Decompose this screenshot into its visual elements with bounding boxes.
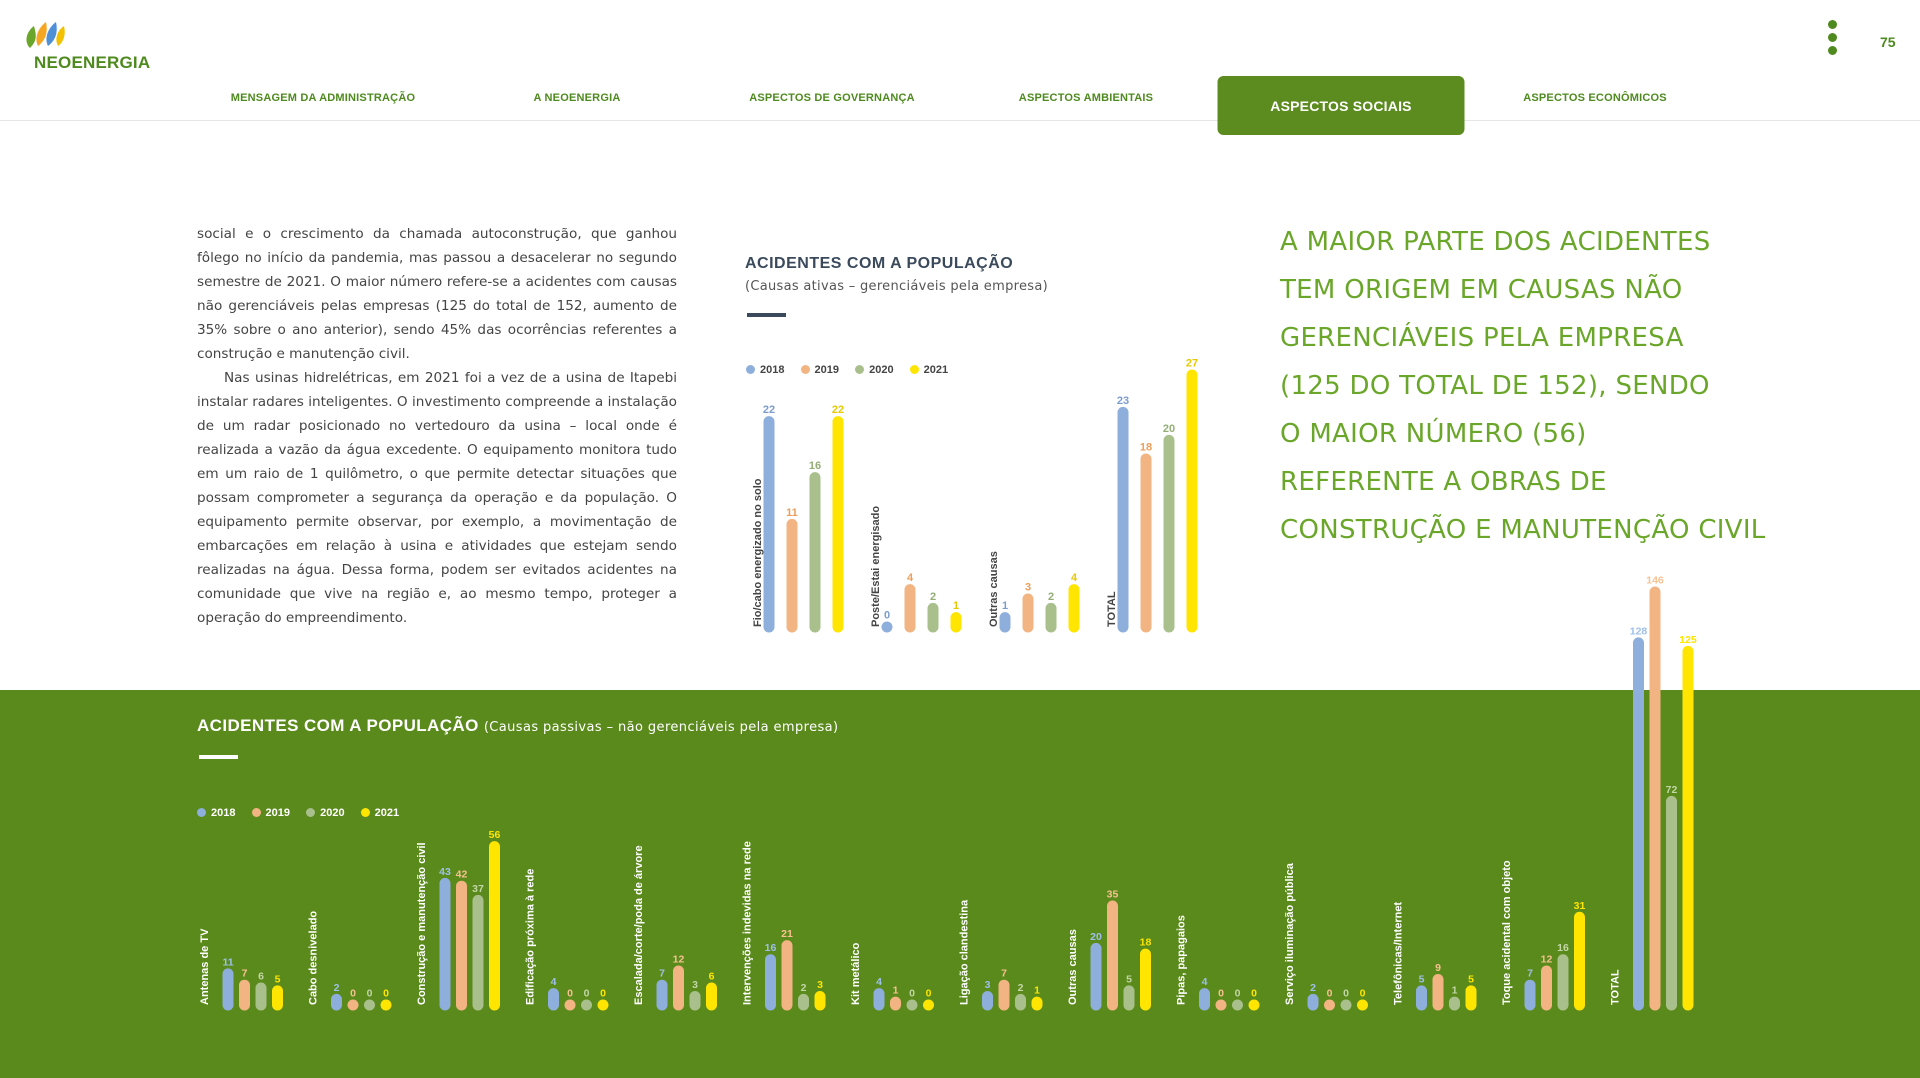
data-label: 2 (333, 981, 340, 994)
data-label: 2 (800, 981, 807, 994)
quote-line: TEM ORIGEM EM CAUSAS NÃO (1280, 275, 1683, 305)
data-label: 16 (1557, 942, 1569, 955)
data-label: 6 (258, 970, 264, 983)
data-label: 2 (1310, 981, 1316, 994)
legend-2018 (197, 807, 235, 819)
passive-causes-section (0, 690, 1920, 1078)
data-label: 128 (1629, 625, 1648, 638)
legend-dot-icon (746, 365, 755, 374)
legend-2019 (252, 807, 290, 819)
data-label: 1 (892, 984, 899, 997)
passive-chart-title (197, 716, 839, 736)
data-label: 2 (929, 590, 937, 603)
data-label: 11 (786, 506, 798, 519)
nav-aspectos-governanca[interactable]: ASPECTOS DE GOVERNANÇA (749, 92, 915, 104)
data-label: 20 (1162, 422, 1176, 435)
data-label: 2 (1017, 981, 1024, 994)
data-label: 0 (1326, 987, 1333, 1000)
data-label: 0 (925, 987, 932, 1000)
data-label: 0 (1343, 987, 1349, 1000)
data-label: 21 (781, 928, 793, 941)
quote-line: REFERENTE A OBRAS DE (1280, 467, 1607, 497)
data-label: 0 (567, 987, 573, 1000)
category-label: Cabo desnivelado (307, 910, 320, 1005)
data-label: 0 (366, 987, 373, 1000)
data-label: 3 (1024, 581, 1032, 594)
category-label: TOTAL (1106, 591, 1118, 627)
active-chart-title: ACIDENTES COM A POPULAÇÃO (745, 255, 1014, 272)
data-label: 72 (1665, 783, 1678, 796)
data-label: 12 (672, 953, 685, 966)
category-label: Ligação clandestina (958, 899, 971, 1005)
legend-label: 2019 (265, 807, 291, 819)
quote-line: CONSTRUÇÃO E MANUTENÇÃO CIVIL (1280, 515, 1766, 545)
active-chart-subtitle: (Causas ativas – gerenciáveis pela empresa) (745, 279, 1048, 294)
data-label: 125 (1679, 633, 1697, 646)
data-label: 18 (1139, 936, 1152, 949)
highlight-quote (1280, 218, 1800, 554)
active-chart-legend (746, 364, 961, 380)
data-label: 3 (984, 979, 991, 992)
category-label: Intervenções indevidas na rede (741, 841, 754, 1005)
legend-label: 2018 (211, 807, 236, 819)
quote-line: GERENCIÁVEIS PELA EMPRESA (1280, 323, 1684, 353)
data-label: 6 (708, 970, 715, 983)
legend-dot-icon (855, 365, 864, 374)
data-label: 4 (876, 976, 882, 989)
nav-aspectos-ambientais[interactable]: ASPECTOS AMBIENTAIS (1018, 92, 1154, 104)
legend-label: 2020 (320, 807, 345, 819)
data-label: 22 (762, 404, 776, 417)
data-label: 22 (831, 404, 845, 417)
legend-2020 (306, 807, 344, 819)
body-paragraph-2: Nas usinas hidrelétricas, em 2021 foi a vez de a usina de Itapebi instalar radares inteligentes. O investimento compreende a instalação de um radar posicionado no vertedouro da usina – local onde é realizada a vazão da água excedente. O equipamento monitora tudo em um raio de 1 quilômetro, o que permite detectar situações que possam comprometer a segurança da operação e da população. O equipamento permite observar, por exemplo, a movimentação de embarcações em relação à usina e atividades que estejam sendo realizadas na água. Dessa forma, podem ser evitados acidentes na comunidade que vive na região e, ao mesmo tempo, proteger a operação do empreendimento. (197, 370, 677, 626)
leaf-drops-icon (22, 18, 82, 54)
neoenergia-logo[interactable] (22, 18, 152, 72)
page-header (0, 0, 1920, 121)
data-label: 5 (274, 973, 281, 986)
legend-2021 (910, 364, 948, 376)
category-label: Escalada/corte/poda de árvore (633, 845, 645, 1005)
category-label: Fio/cabo energizado no solo (752, 478, 764, 627)
title-underline (747, 313, 786, 317)
data-label: 7 (659, 967, 665, 980)
legend-dot-icon (361, 808, 370, 817)
data-label: 11 (222, 956, 234, 969)
category-label: Serviço iluminação pública (1284, 863, 1296, 1005)
legend-label: 2021 (923, 364, 949, 376)
quote-line: O MAIOR NÚMERO (56) (1280, 419, 1587, 449)
data-label: 146 (1646, 574, 1664, 587)
data-label: 0 (883, 609, 891, 622)
data-label: 37 (472, 882, 484, 895)
nav-aspectos-economicos[interactable]: ASPECTOS ECONÔMICOS (1523, 92, 1667, 104)
nav-a-neoenergia[interactable]: A NEOENERGIA (533, 92, 621, 104)
legend-label: 2020 (869, 364, 894, 376)
nav-mensagem-administracao[interactable]: MENSAGEM DA ADMINISTRAÇÃO (230, 92, 416, 104)
data-label: 4 (1070, 572, 1078, 585)
data-label: 1 (1451, 984, 1458, 997)
more-menu-icon[interactable] (1826, 20, 1840, 58)
legend-label: 2019 (814, 364, 840, 376)
category-label: Antenas de TV (199, 928, 211, 1005)
data-label: 9 (1435, 962, 1441, 975)
data-label: 0 (909, 987, 915, 1000)
category-label: TOTAL (1609, 969, 1622, 1005)
data-label: 35 (1106, 888, 1119, 901)
passive-title-main: ACIDENTES COM A POPULAÇÃO (197, 716, 479, 735)
data-label: 16 (808, 460, 822, 473)
category-label: Edificação próxima à rede (524, 868, 537, 1005)
data-label: 2 (1047, 590, 1055, 603)
data-label: 4 (1201, 976, 1208, 989)
category-label: Kit metálico (850, 942, 862, 1005)
category-label: Construção e manutenção civil (416, 842, 428, 1005)
category-label: Toque acidental com objeto (1501, 860, 1513, 1005)
data-label: 5 (1418, 973, 1425, 986)
data-label: 0 (583, 987, 590, 1000)
data-label: 31 (1573, 899, 1586, 912)
data-label: 16 (764, 942, 777, 955)
data-label: 1 (1034, 984, 1040, 997)
category-label: Outras causas (988, 551, 1000, 627)
data-label: 3 (817, 979, 823, 992)
data-label: 3 (692, 979, 698, 992)
data-label: 7 (1527, 967, 1533, 980)
legend-dot-icon (197, 808, 206, 817)
category-label: Pipas, papagaios (1175, 915, 1188, 1005)
page-number: 75 (1880, 34, 1896, 50)
data-label: 43 (439, 865, 451, 878)
category-label: Telefônicas/Internet (1392, 901, 1405, 1005)
data-label: 4 (550, 976, 557, 989)
legend-dot-icon (910, 365, 919, 374)
passive-chart-legend (197, 807, 412, 823)
title-underline (199, 755, 238, 759)
legend-2020 (855, 364, 893, 376)
data-label: 0 (1359, 987, 1366, 1000)
body-paragraph-1: social e o crescimento da chamada autoconstrução, que ganhou fôlego no início da pandemia, mas passou a desacelerar no segundo semestre de 2021. O maior número refere-se a acidentes com causas não gerenciáveis pelas empresas (125 do total de 152, aumento de 35% sobre o ano anterior), sendo 45% das ocorrências referentes a construção e manutenção civil. (197, 226, 677, 362)
data-label: 23 (1116, 394, 1130, 407)
data-label: 1 (952, 600, 960, 613)
legend-dot-icon (252, 808, 261, 817)
data-label: 5 (1126, 973, 1132, 986)
passive-title-sub: (Causas passivas – não gerenciáveis pela empresa) (483, 720, 839, 735)
data-label: 27 (1185, 357, 1199, 370)
active-causes-chart (745, 255, 1215, 640)
data-label: 1 (1001, 600, 1009, 613)
category-label: Outras causas (1067, 929, 1079, 1005)
data-label: 56 (488, 829, 501, 842)
data-label: 4 (906, 572, 914, 585)
data-label: 7 (241, 967, 248, 980)
legend-2018 (746, 364, 784, 376)
category-label: Poste/Estai energisado (870, 505, 882, 627)
legend-label: 2018 (760, 364, 785, 376)
legend-label: 2021 (374, 807, 400, 819)
main-navigation (0, 74, 1920, 124)
legend-dot-icon (801, 365, 810, 374)
data-label: 12 (1540, 953, 1553, 966)
logo-text: NEOENERGIA (34, 53, 151, 72)
data-label: 5 (1468, 973, 1474, 986)
legend-2019 (801, 364, 839, 376)
nav-aspectos-sociais[interactable]: ASPECTOS SOCIAIS (1218, 76, 1465, 135)
body-text (197, 222, 677, 630)
data-label: 0 (600, 987, 606, 1000)
legend-2021 (361, 807, 399, 819)
data-label: 20 (1090, 930, 1102, 943)
data-label: 42 (455, 868, 468, 881)
quote-line: A MAIOR PARTE DOS ACIDENTES (1280, 227, 1711, 257)
quote-line: (125 DO TOTAL DE 152), SENDO (1280, 371, 1710, 401)
data-label: 18 (1139, 441, 1153, 454)
data-label: 0 (383, 987, 389, 1000)
data-label: 0 (350, 987, 356, 1000)
data-label: 0 (1218, 987, 1224, 1000)
data-label: 7 (1001, 967, 1007, 980)
legend-dot-icon (306, 808, 315, 817)
data-label: 0 (1234, 987, 1241, 1000)
data-label: 0 (1251, 987, 1257, 1000)
